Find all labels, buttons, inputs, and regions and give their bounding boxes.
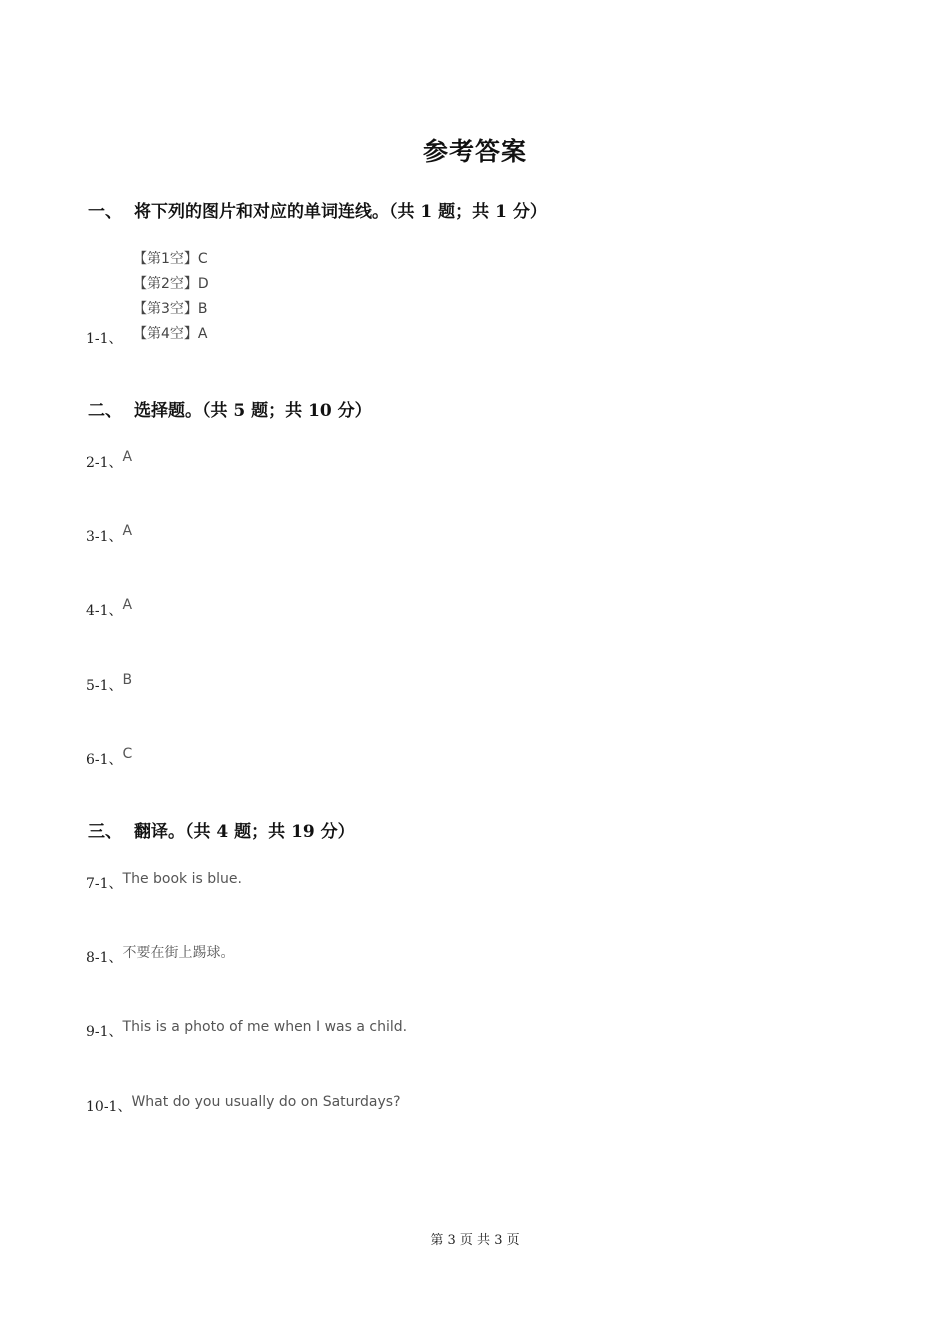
answer-text: A: [122, 597, 133, 613]
question-number: 6-1、: [86, 752, 123, 768]
question-number: 9-1、: [86, 1024, 123, 1040]
answer-text: A: [122, 523, 133, 539]
question-number: 10-1、: [86, 1099, 132, 1115]
question-number: 4-1、: [86, 603, 123, 619]
page-footer: 第 3 页 共 3 页: [430, 1233, 520, 1248]
blank-answer-4: 【第4空】A: [133, 326, 208, 342]
section-heading-2: [88, 396, 372, 421]
question-number: 5-1、: [86, 678, 123, 694]
answer-text: A: [122, 449, 133, 465]
section-title: 选择题。（共 5 题；共 10 分）: [134, 401, 372, 421]
blank-answer-3: 【第3空】B: [133, 301, 208, 317]
answer-text: C: [122, 746, 133, 762]
blank-answer-2: 【第2空】D: [133, 276, 209, 292]
answer-row-3-1: [86, 523, 133, 546]
answer-text: The book is blue.: [122, 871, 242, 887]
answer-row-7-1: [86, 873, 242, 893]
section-number: 二、: [88, 401, 122, 421]
question-number: 7-1、: [86, 876, 123, 892]
answer-text: What do you usually do on Saturdays?: [131, 1094, 401, 1110]
section-title: 将下列的图片和对应的单词连线。（共 1 题；共 1 分）: [134, 202, 547, 222]
answer-row-10-1: [86, 1096, 401, 1116]
section-title: 翻译。（共 4 题；共 19 分）: [134, 822, 355, 842]
answer-row-5-1: [86, 672, 133, 695]
answer-text: This is a photo of me when I was a child.: [122, 1019, 408, 1035]
page-title: 参考答案: [422, 137, 527, 166]
answer-row-6-1: [86, 746, 133, 769]
question-number: 3-1、: [86, 529, 123, 545]
answer-row-9-1: [86, 1021, 407, 1041]
section-heading-1: [88, 197, 547, 222]
section-number: 三、: [88, 822, 122, 842]
question-number: 2-1、: [86, 455, 123, 471]
question-number: 1-1、: [86, 331, 123, 347]
section-heading-3: [88, 817, 355, 842]
answer-row-2-1: [86, 449, 133, 472]
answer-row-8-1: [86, 947, 235, 967]
answer-text: B: [122, 672, 133, 688]
question-number: 8-1、: [86, 950, 123, 966]
section-number: 一、: [88, 202, 122, 222]
blank-answer-1: 【第1空】C: [133, 251, 208, 267]
answer-text: 不要在街上踢球。: [122, 945, 235, 961]
answer-row-4-1: [86, 597, 133, 620]
